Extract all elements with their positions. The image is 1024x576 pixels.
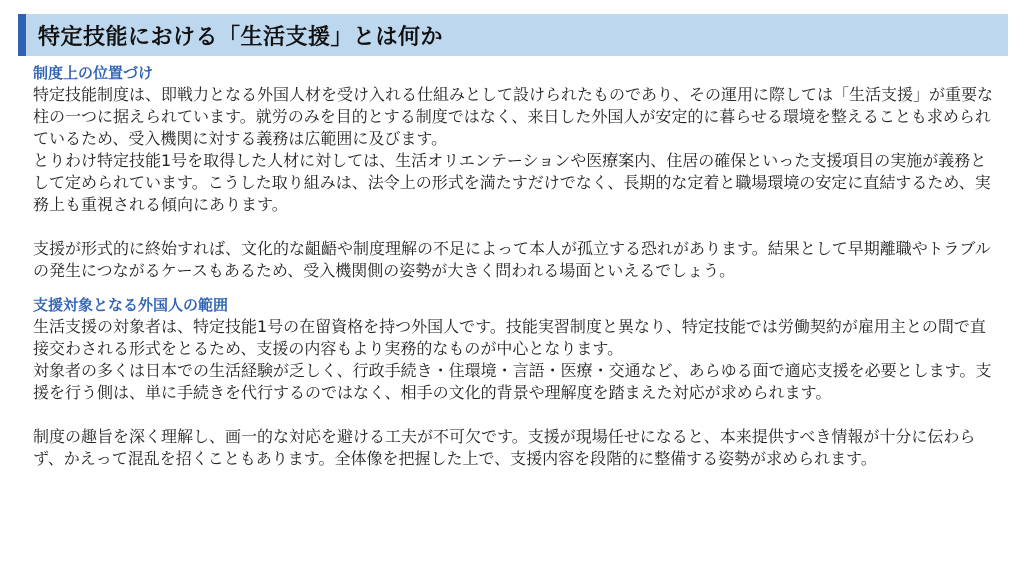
paragraph: 特定技能制度は、即戦力となる外国人材を受け入れる仕組みとして設けられたものであり、その運用に際しては「生活支援」が重要な柱の一つに据えられています。就労のみを目的とする制度ではなく、来日した外国人が安定的に暮らせる環境を整えることも求められているため、受入機関に対する義務は広範囲に及びます。 bbox=[33, 85, 994, 148]
document-body bbox=[33, 62, 998, 470]
section-heading-scope: 支援対象となる外国人の範囲 bbox=[33, 296, 229, 314]
paragraph: 支援が形式的に終始すれば、文化的な齟齬や制度理解の不足によって本人が孤立する恐れがあります。結果として早期離職やトラブルの発生につながるケースもあるため、受入機関側の姿勢が大きく問われる場面といえるでしょう。 bbox=[33, 239, 991, 280]
blank-line bbox=[33, 404, 998, 426]
title-bar bbox=[18, 14, 1008, 56]
blank-line bbox=[33, 216, 998, 238]
paragraph: とりわけ特定技能1号を取得した人材に対しては、生活オリエンテーションや医療案内、住居の確保といった支援項目の実施が義務として定められています。こうした取り組みは、法令上の形式を満たすだけでなく、長期的な定着と職場環境の安定に直結するため、実務上も重視される傾向にあります。 bbox=[33, 151, 991, 214]
paragraph: 制度の趣旨を深く理解し、画一的な対応を避ける工夫が不可欠です。支援が現場任せになると、本来提供すべき情報が十分に伝わらず、かえって混乱を招くこともあります。全体像を把握した上で、支援内容を段階的に整備する姿勢が求められます。 bbox=[33, 427, 976, 468]
paragraph: 対象者の多くは日本での生活経験が乏しく、行政手続き・住環境・言語・医療・交通など、あらゆる面で適応支援を必要とします。支援を行う側は、単に手続きを代行するのではなく、相手の文化的背景や理解度を踏まえた対応が求められます。 bbox=[33, 361, 992, 402]
page-title: 特定技能における「生活支援」とは何か bbox=[38, 24, 444, 50]
section-gap bbox=[33, 282, 998, 294]
section-heading-position: 制度上の位置づけ bbox=[33, 64, 154, 82]
paragraph: 生活支援の対象者は、特定技能1号の在留資格を持つ外国人です。技能実習制度と異なり、特定技能では労働契約が雇用主との間で直接交わされる形式をとるため、支援の内容もより実務的なものが中心となります。 bbox=[33, 317, 986, 358]
